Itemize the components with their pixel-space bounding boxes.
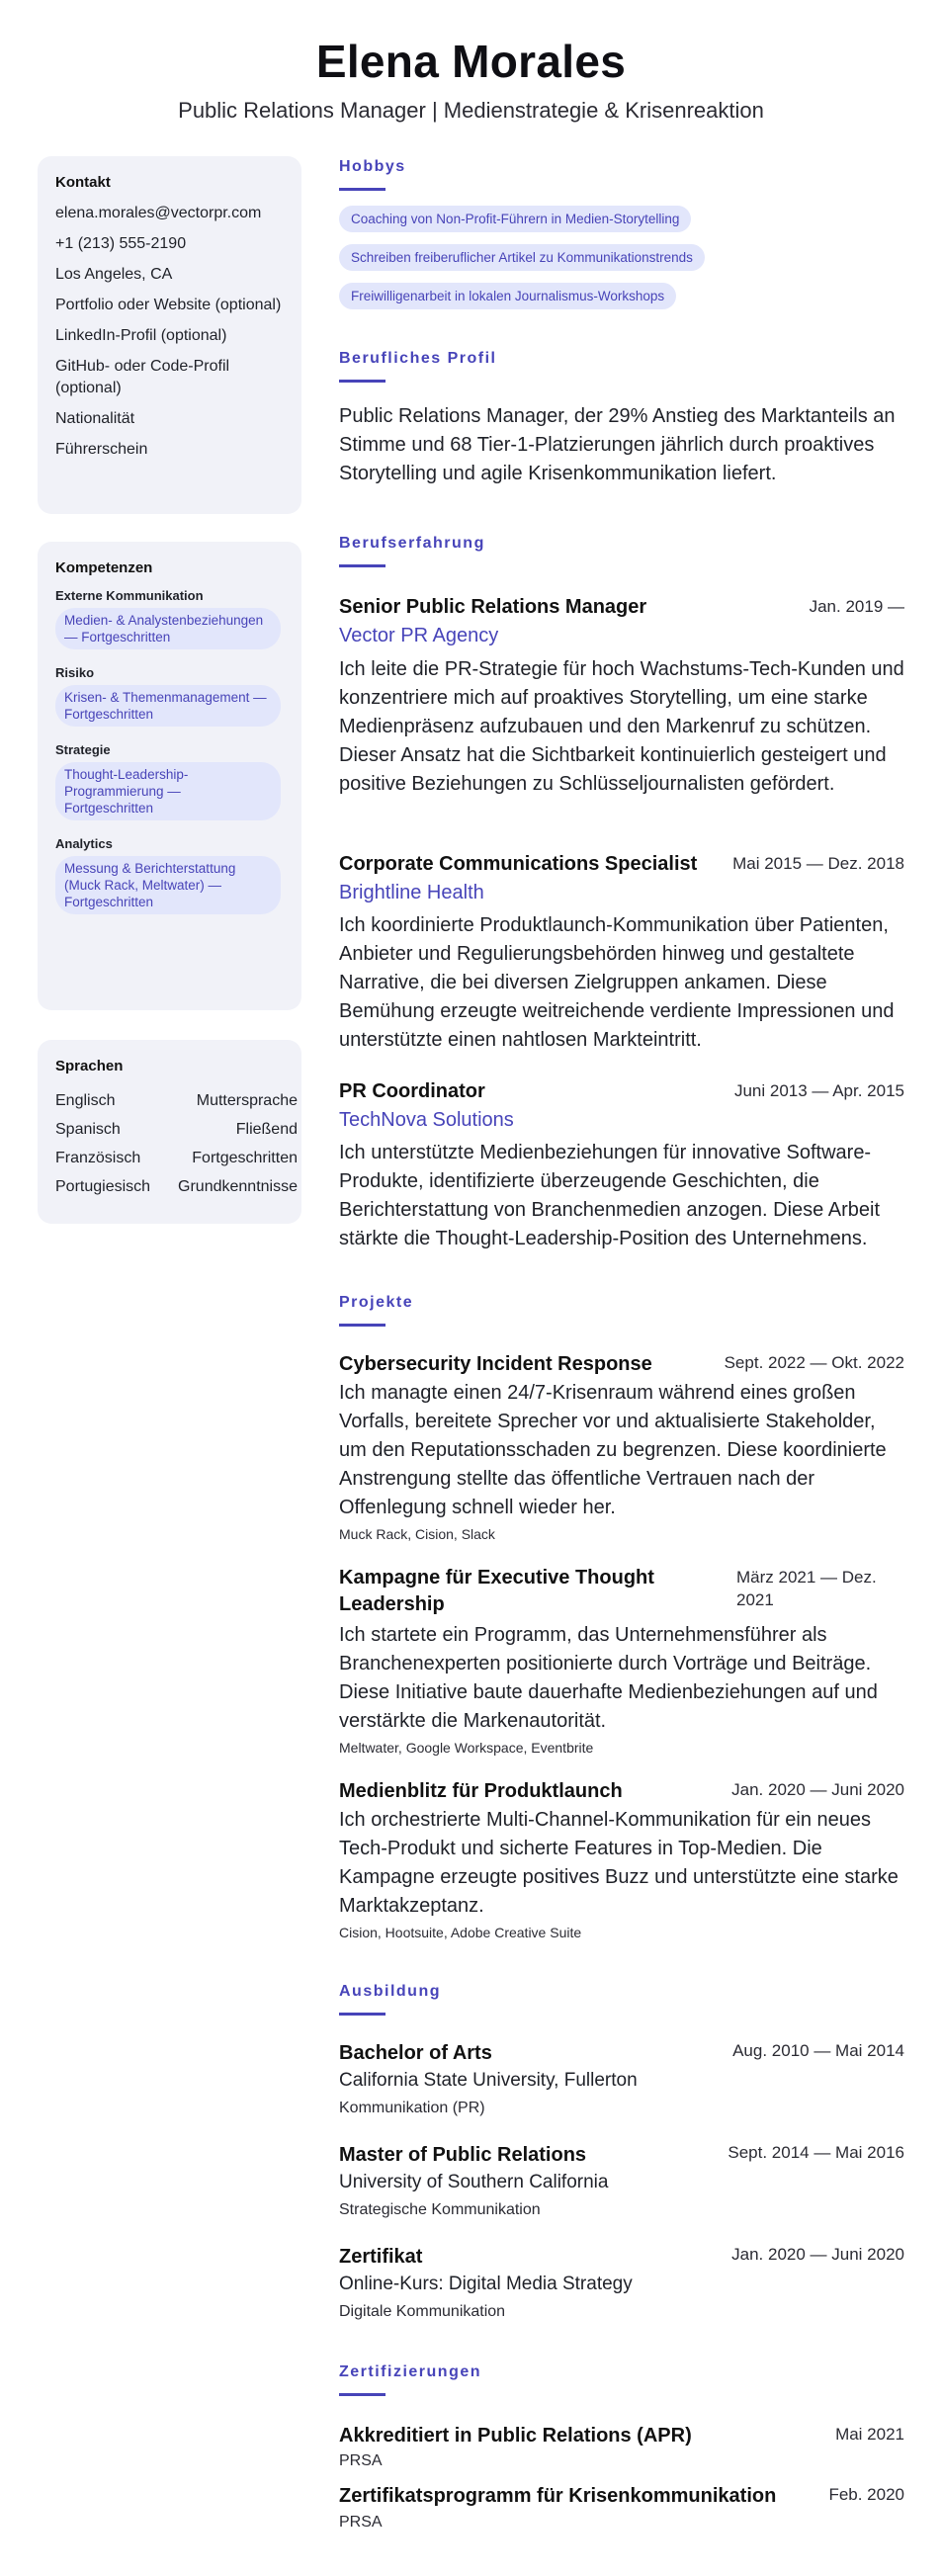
degree-date: Sept. 2014 — Mai 2016 [728, 2143, 904, 2162]
language-name: Spanisch [55, 1121, 121, 1138]
job-title: Corporate Communications Specialist [339, 853, 698, 875]
job-description: Ich koordinierte Produktlaunch-Kommunikation über Patienten, Anbieter und Regulierungsbehörden hinweg und gestaltete Narrative, die bei diversen Zielgruppen ankamen. Diese Bemühung erzeugte weitreichende verdiente Impressionen und unterstützte einen nahtlosen Markteintritt. [339, 914, 895, 1051]
language-name: Französisch [55, 1150, 141, 1166]
language-level: Grundkenntnisse [178, 1178, 298, 1195]
contact-license: Führerschein [55, 441, 148, 458]
contact-phone: +1 (213) 555-2190 [55, 235, 187, 252]
profile-summary: Public Relations Manager, der 29% Anstieg des Marktanteils an Stimme und 68 Tier-1-Platzierungen jährlich durch proaktives Storytelling und agile Krisenkommunikation liefert. [339, 405, 896, 484]
project-description: Ich orchestrierte Multi-Channel-Kommunikation für ein neues Tech-Produkt und sicherte Features in Top-Medien. Die Kampagne erzeugte positives Buzz und unterstützte eine starke Marktakzeptanz. [339, 1809, 899, 1917]
language-level: Fortgeschritten [192, 1150, 298, 1166]
degree-field: Digitale Kommunikation [339, 2303, 506, 2320]
contact-github: GitHub- oder Code-Profil (optional) [55, 358, 230, 396]
school-name: California State University, Fullerton [339, 2070, 638, 2091]
skill-category: Externe Kommunikation [55, 588, 204, 603]
job-title: PR Coordinator [339, 1080, 485, 1102]
candidate-headline: Public Relations Manager | Medienstrategie & Krisenreaktion [178, 98, 764, 123]
languages-card [38, 1040, 301, 1224]
skill-category: Analytics [55, 836, 113, 851]
project-tools: Muck Rack, Cision, Slack [339, 1526, 495, 1542]
languages-title: Sprachen [55, 1058, 124, 1074]
project-title: Kampagne für Executive Thought Leadership [339, 1567, 654, 1615]
project-description: Ich startete ein Programm, das Unternehmensführer als Branchenexperten positionierte durch Vorträge und Beiträge. Diese Initiative baute dauerhafte Medienbeziehungen auf und verstärkte die Markenautorität. [339, 1624, 878, 1732]
section-rule [339, 2013, 385, 2016]
section-rule [339, 2393, 385, 2396]
section-title-certifications: Zertifizierungen [339, 2363, 482, 2380]
degree-field: Kommunikation (PR) [339, 2100, 485, 2116]
degree-title: Bachelor of Arts [339, 2042, 492, 2064]
job-title: Senior Public Relations Manager [339, 596, 647, 618]
contact-nationality: Nationalität [55, 410, 135, 427]
skill-category: Risiko [55, 665, 95, 680]
school-name: University of Southern California [339, 2172, 609, 2192]
resume-header [0, 32, 942, 125]
contact-card [38, 156, 301, 514]
language-row [55, 1176, 298, 1198]
language-level: Fließend [235, 1121, 298, 1138]
hobby-badge: Coaching von Non-Profit-Führern in Medien-Storytelling [339, 206, 691, 232]
skill-group [55, 836, 284, 914]
certification-date: Mai 2021 [835, 2425, 904, 2444]
contact-portfolio: Portfolio oder Website (optional) [55, 297, 282, 313]
skill-group [55, 665, 284, 727]
project-tools: Cision, Hootsuite, Adobe Creative Suite [339, 1925, 582, 1940]
job-date: Jan. 2019 — [809, 597, 904, 616]
degree-date: Aug. 2010 — Mai 2014 [732, 2041, 904, 2060]
degree-title: Zertifikat [339, 2246, 423, 2268]
job-date: Juni 2013 — Apr. 2015 [733, 1081, 904, 1100]
job-company: Brightline Health [339, 882, 484, 903]
project-tools: Meltwater, Google Workspace, Eventbrite [339, 1740, 594, 1756]
job-date: Mai 2015 — Dez. 2018 [732, 854, 904, 873]
certification-name: Akkreditiert in Public Relations (APR) [339, 2425, 692, 2447]
hobby-badge: Schreiben freiberuflicher Artikel zu Kommunikationstrends [339, 244, 705, 271]
language-row [55, 1090, 298, 1112]
job-company: TechNova Solutions [339, 1109, 514, 1131]
certification-issuer: PRSA [339, 2514, 383, 2531]
skills-title: Kompetenzen [55, 559, 153, 576]
job-company: Vector PR Agency [339, 625, 499, 646]
certification-name: Zertifikatsprogramm für Krisenkommunikation [339, 2485, 777, 2507]
contact-title: Kontakt [55, 174, 111, 191]
language-row [55, 1148, 298, 1169]
skill-badge: Medien- & Analystenbeziehungen — Fortgeschritten [55, 608, 281, 649]
skill-group [55, 588, 284, 649]
certification-date: Feb. 2020 [828, 2485, 904, 2504]
skill-badge: Messung & Berichterstattung (Muck Rack, Meltwater) — Fortgeschritten [55, 856, 281, 914]
section-rule [339, 564, 385, 567]
language-level: Muttersprache [196, 1092, 298, 1109]
language-name: Portugiesisch [55, 1178, 151, 1195]
skill-badge: Krisen- & Themenmanagement — Fortgeschritten [55, 685, 281, 727]
contact-linkedin: LinkedIn-Profil (optional) [55, 327, 227, 344]
language-row [55, 1119, 298, 1141]
section-rule [339, 1324, 385, 1327]
skill-group [55, 742, 284, 820]
language-name: Englisch [55, 1092, 116, 1109]
section-title-education: Ausbildung [339, 1983, 441, 2000]
contact-location: Los Angeles, CA [55, 266, 173, 283]
candidate-name: Elena Morales [315, 36, 627, 87]
section-title-projects: Projekte [339, 1294, 414, 1311]
degree-field: Strategische Kommunikation [339, 2201, 541, 2218]
project-date: Jan. 2020 — Juni 2020 [731, 1780, 904, 1799]
project-date: Sept. 2022 — Okt. 2022 [724, 1353, 904, 1372]
school-name: Online-Kurs: Digital Media Strategy [339, 2274, 633, 2294]
job-description: Ich unterstützte Medienbeziehungen für innovative Software-Produkte, identifizierte überzeugende Geschichten, die Berichterstattung von Branchenmedien anzogen. Diese Arbeit stärkte die Thought-Leadership-Position des Unternehmens. [339, 1142, 881, 1249]
section-title-hobbies: Hobbys [339, 158, 406, 175]
degree-title: Master of Public Relations [339, 2144, 587, 2166]
hobby-badge: Freiwilligenarbeit in lokalen Journalismus-Workshops [339, 283, 676, 309]
skill-category: Strategie [55, 742, 111, 757]
skill-badge: Thought-Leadership-Programmierung — Fortgeschritten [55, 762, 281, 820]
section-title-profile: Berufliches Profil [339, 350, 497, 367]
project-title: Medienblitz für Produktlaunch [339, 1780, 623, 1802]
section-rule [339, 380, 385, 383]
section-title-experience: Berufserfahrung [339, 535, 485, 552]
certification-issuer: PRSA [339, 2452, 383, 2469]
section-rule [339, 188, 385, 191]
project-date: März 2021 — Dez. 2021 [736, 1568, 877, 1609]
project-title: Cybersecurity Incident Response [339, 1353, 652, 1375]
skills-card [38, 542, 301, 1010]
job-description: Ich leite die PR-Strategie für hoch Wachstums-Tech-Kunden und konzentriere mich auf proaktives Storytelling, um eine starke Medienpräsenz aufzubauen und den Markenruf zu schützen. Dieser Ansatz hat die Sichtbarkeit kontinuierlich gesteigert und positive Beziehungen zu Schlüsseljournalisten gefördert. [339, 658, 904, 795]
contact-email[interactable]: elena.morales@vectorpr.com [55, 205, 262, 221]
project-description: Ich managte einen 24/7-Krisenraum während eines großen Vorfalls, bereitete Sprecher vor und aktualisierte Stakeholder, um den Reputationsschaden zu begrenzen. Diese koordinierte Anstrengung stellte das öffentliche Vertrauen nach der Offenlegung schnell wieder her. [339, 1382, 887, 1518]
degree-date: Jan. 2020 — Juni 2020 [731, 2245, 904, 2264]
